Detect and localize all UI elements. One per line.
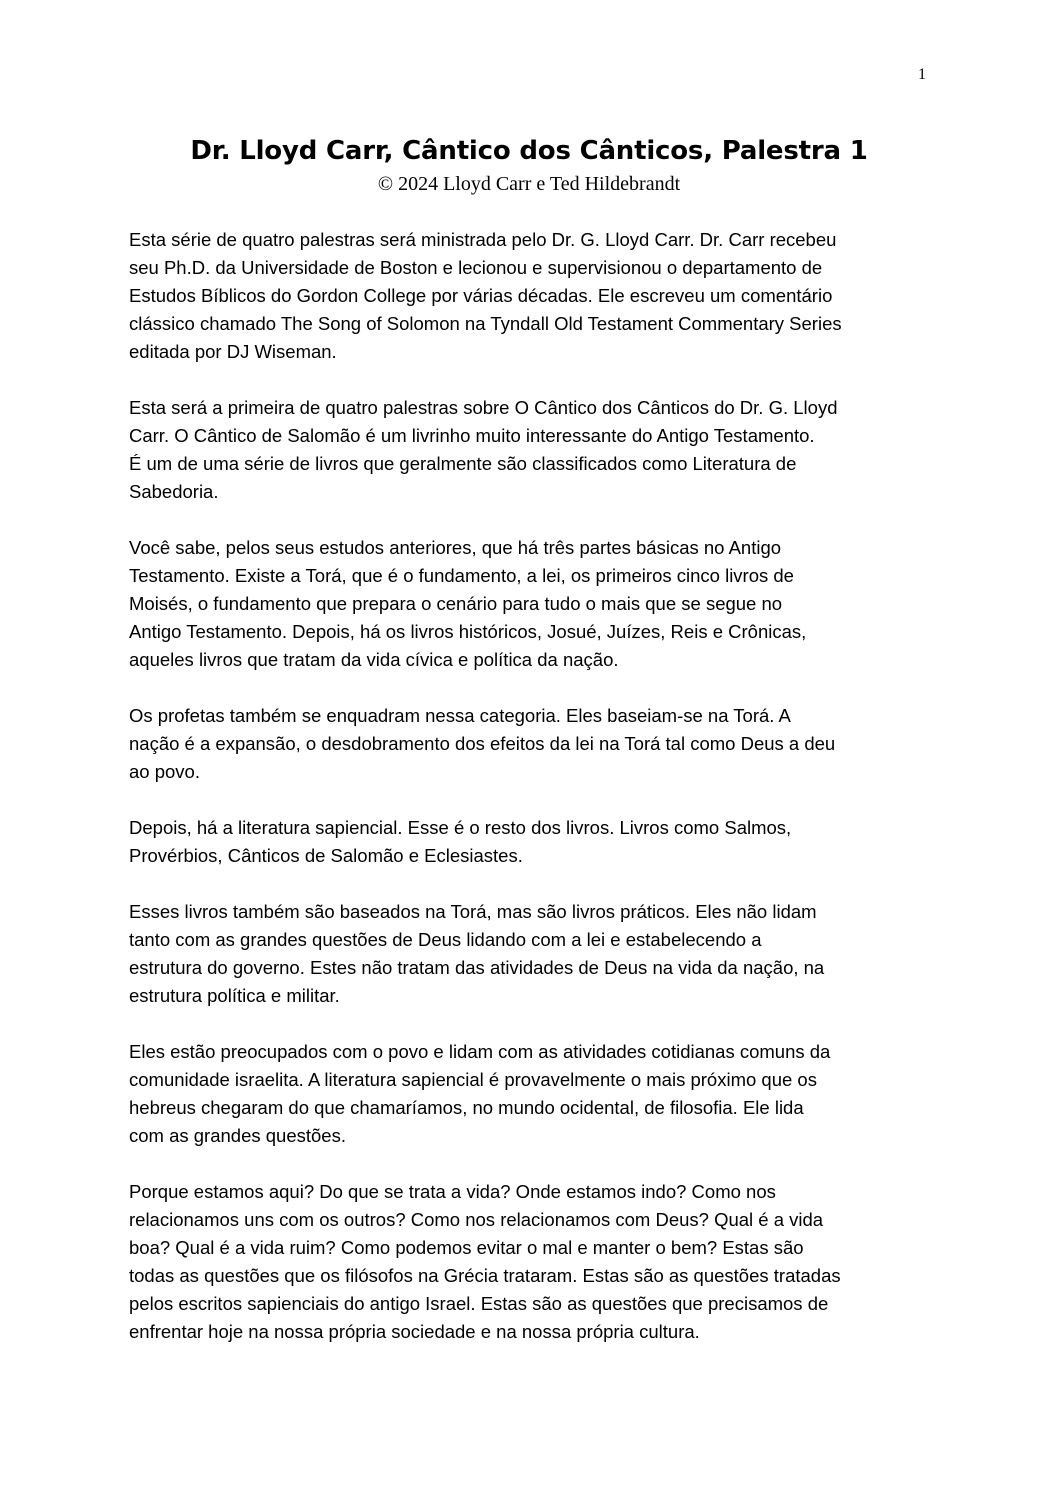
text-line: Antigo Testamento. Depois, há os livros históricos, Josué, Juízes, Reis e Crônicas,	[129, 621, 807, 642]
paragraph	[129, 1178, 939, 1346]
text-line: boa? Qual é a vida ruim? Como podemos evitar o mal e manter o bem? Estas são	[129, 1237, 804, 1258]
text-line: estrutura política e militar.	[129, 985, 340, 1006]
paragraph	[129, 534, 939, 674]
text-line: É um de uma série de livros que geralmente são classificados como Literatura de	[129, 453, 797, 474]
text-line: clássico chamado The Song of Solomon na Tyndall Old Testament Commentary Series	[129, 313, 842, 334]
text-line: Esses livros também são baseados na Torá, mas são livros práticos. Eles não lidam	[129, 901, 817, 922]
text-line: Provérbios, Cânticos de Salomão e Eclesiastes.	[129, 845, 523, 866]
copyright-line: © 2024 Lloyd Carr e Ted Hildebrandt	[377, 173, 681, 195]
text-line: nação é a expansão, o desdobramento dos efeitos da lei na Torá tal como Deus a deu	[129, 733, 836, 754]
text-line: seu Ph.D. da Universidade de Boston e lecionou e supervisionou o departamento de	[129, 257, 823, 278]
document-title: Dr. Lloyd Carr, Cântico dos Cânticos, Palestra 1	[190, 136, 868, 166]
text-line: Esta será a primeira de quatro palestras sobre O Cântico dos Cânticos do Dr. G. Lloyd	[129, 397, 838, 418]
paragraph	[129, 814, 939, 870]
text-line: com as grandes questões.	[129, 1125, 346, 1146]
text-line: Os profetas também se enquadram nessa categoria. Eles baseiam-se na Torá. A	[129, 705, 791, 726]
paragraph	[129, 702, 939, 786]
text-line: estrutura do governo. Estes não tratam das atividades de Deus na vida da nação, na	[129, 957, 825, 978]
text-line: Sabedoria.	[129, 481, 219, 502]
text-line: Depois, há a literatura sapiencial. Esse é o resto dos livros. Livros como Salmos,	[129, 817, 792, 838]
text-line: ao povo.	[129, 761, 200, 782]
document-body	[129, 226, 939, 1374]
text-line: hebreus chegaram do que chamaríamos, no mundo ocidental, de filosofia. Ele lida	[129, 1097, 804, 1118]
text-line: Esta série de quatro palestras será ministrada pelo Dr. G. Lloyd Carr. Dr. Carr recebeu	[129, 229, 837, 250]
paragraph	[129, 898, 939, 1010]
text-line: Moisés, o fundamento que prepara o cenário para tudo o mais que se segue no	[129, 593, 783, 614]
text-line: editada por DJ Wiseman.	[129, 341, 337, 362]
text-line: relacionamos uns com os outros? Como nos relacionamos com Deus? Qual é a vida	[129, 1209, 824, 1230]
text-line: comunidade israelita. A literatura sapiencial é provavelmente o mais próximo que os	[129, 1069, 817, 1090]
text-line: todas as questões que os filósofos na Grécia trataram. Estas são as questões tratadas	[129, 1265, 841, 1286]
page-number: 1	[918, 66, 926, 83]
text-line: tanto com as grandes questões de Deus lidando com a lei e estabelecendo a	[129, 929, 762, 950]
paragraph	[129, 226, 939, 366]
paragraph	[129, 394, 939, 506]
text-line: Carr. O Cântico de Salomão é um livrinho muito interessante do Antigo Testamento.	[129, 425, 815, 446]
text-line: aqueles livros que tratam da vida cívica e política da nação.	[129, 649, 619, 670]
text-line: enfrentar hoje na nossa própria sociedade e na nossa própria cultura.	[129, 1321, 700, 1342]
text-line: Testamento. Existe a Torá, que é o fundamento, a lei, os primeiros cinco livros de	[129, 565, 794, 586]
text-line: pelos escritos sapienciais do antigo Israel. Estas são as questões que precisamos de	[129, 1293, 829, 1314]
text-line: Você sabe, pelos seus estudos anteriores, que há três partes básicas no Antigo	[129, 537, 782, 558]
paragraph	[129, 1038, 939, 1150]
text-line: Porque estamos aqui? Do que se trata a vida? Onde estamos indo? Como nos	[129, 1181, 776, 1202]
text-line: Eles estão preocupados com o povo e lidam com as atividades cotidianas comuns da	[129, 1041, 831, 1062]
text-line: Estudos Bíblicos do Gordon College por várias décadas. Ele escreveu um comentário	[129, 285, 833, 306]
